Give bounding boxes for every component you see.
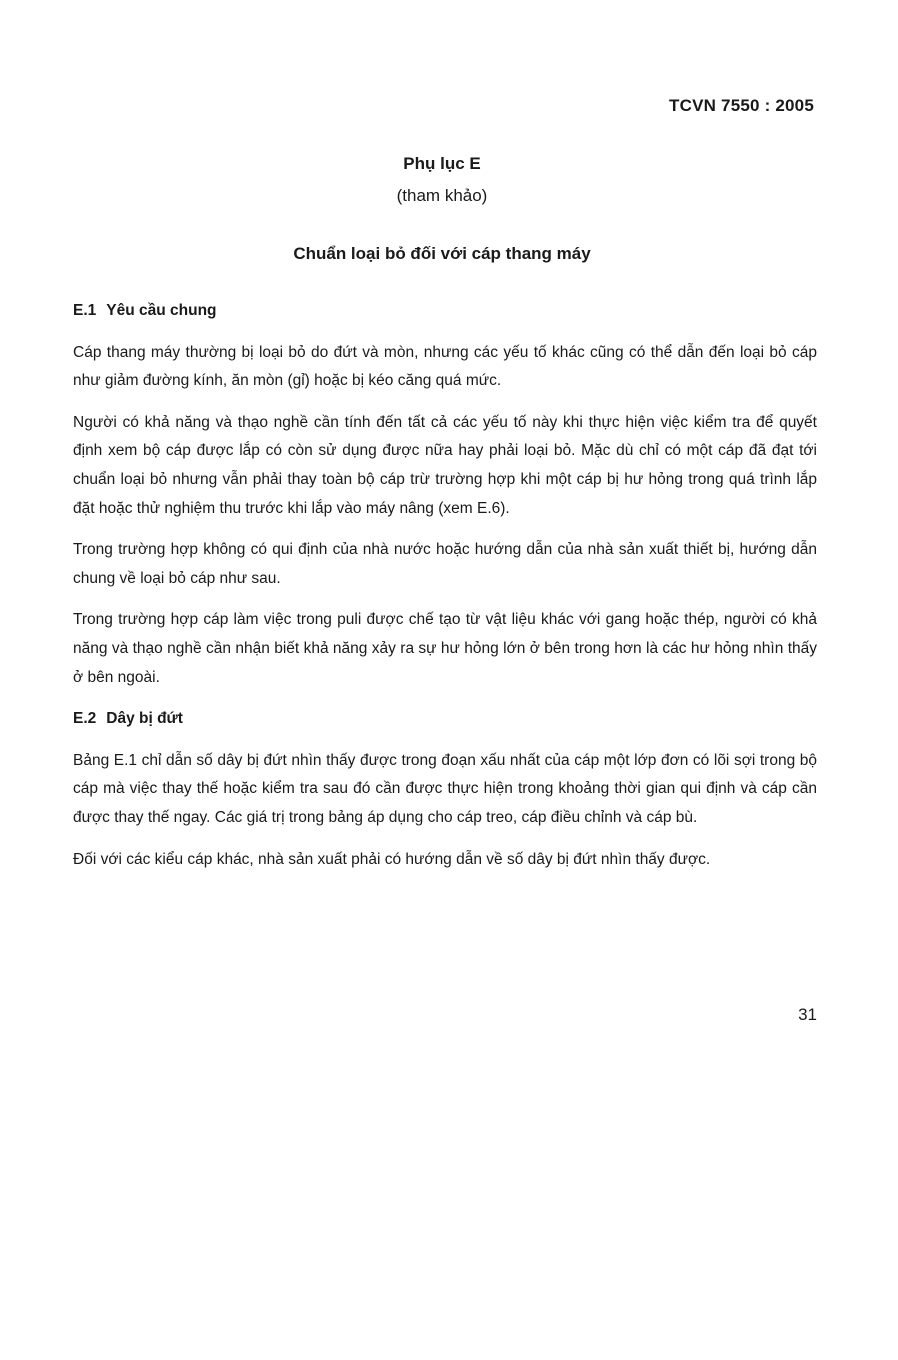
section-number: E.1 <box>73 302 97 319</box>
paragraph: Trong trường hợp cáp làm việc trong puli được chế tạo từ vật liệu khác với gang hoặc thép, người có khả năng và thạo nghề cần nhận biết khả năng xảy ra sự hư hỏng lớn ở bên trong hơn là các hư hỏng nhìn thấy ở bên ngoài. <box>73 611 817 686</box>
section-heading <box>73 297 817 326</box>
document-code: TCVN 7550 : 2005 <box>669 96 814 115</box>
section-e2 <box>73 705 817 874</box>
annex-heading: Chuẩn loại bỏ đối với cáp thang máy <box>293 244 591 263</box>
paragraph: Đối với các kiểu cáp khác, nhà sản xuất phải có hướng dẫn về số dây bị đứt nhìn thấy được. <box>73 850 711 868</box>
section-number: E.2 <box>73 710 97 728</box>
section-heading <box>73 705 817 734</box>
section-title: Yêu cầu chung <box>106 302 217 319</box>
annex-subtitle: (tham khảo) <box>396 186 488 205</box>
section-e1 <box>73 297 817 692</box>
paragraph: Cáp thang máy thường bị loại bỏ do đứt và mòn, nhưng các yếu tố khác cũng có thể dẫn đến loại bỏ cáp như giảm đường kính, ăn mòn (gỉ) hoặc bị kéo căng quá mức. <box>73 343 817 390</box>
page-number: 31 <box>798 1005 817 1024</box>
annex-title: Phụ lục E <box>403 154 481 173</box>
document-body <box>73 297 817 887</box>
paragraph: Bảng E.1 chỉ dẫn số dây bị đứt nhìn thấy được trong đoạn xấu nhất của cáp một lớp đơn có lõi sợi trong bộ cáp mà việc thay thế hoặc kiểm tra sau đó cần được thực hiện trong khoảng thời gian qui định và cáp cần được thay thế ngay. Các giá trị trong bảng áp dụng cho cáp treo, cáp điều chỉnh và cáp bù. <box>73 751 817 826</box>
paragraph: Người có khả năng và thạo nghề cần tính đến tất cả các yếu tố này khi thực hiện việc kiểm tra để quyết định xem bộ cáp được lắp có còn sử dụng được nữa hay phải loại bỏ. Mặc dù chỉ có một cáp đã đạt tới chuẩn loại bỏ nhưng vẫn phải thay toàn bộ cáp trừ trường hợp khi một cáp bị hư hỏng trong quá trình lắp đặt hoặc thử nghiệm thu trước khi lắp vào máy nâng (xem E.6). <box>73 413 817 517</box>
section-title: Dây bị đứt <box>106 710 183 728</box>
paragraph: Trong trường hợp không có qui định của nhà nước hoặc hướng dẫn của nhà sản xuất thiết bị, hướng dẫn chung về loại bỏ cáp như sau. <box>73 541 817 587</box>
